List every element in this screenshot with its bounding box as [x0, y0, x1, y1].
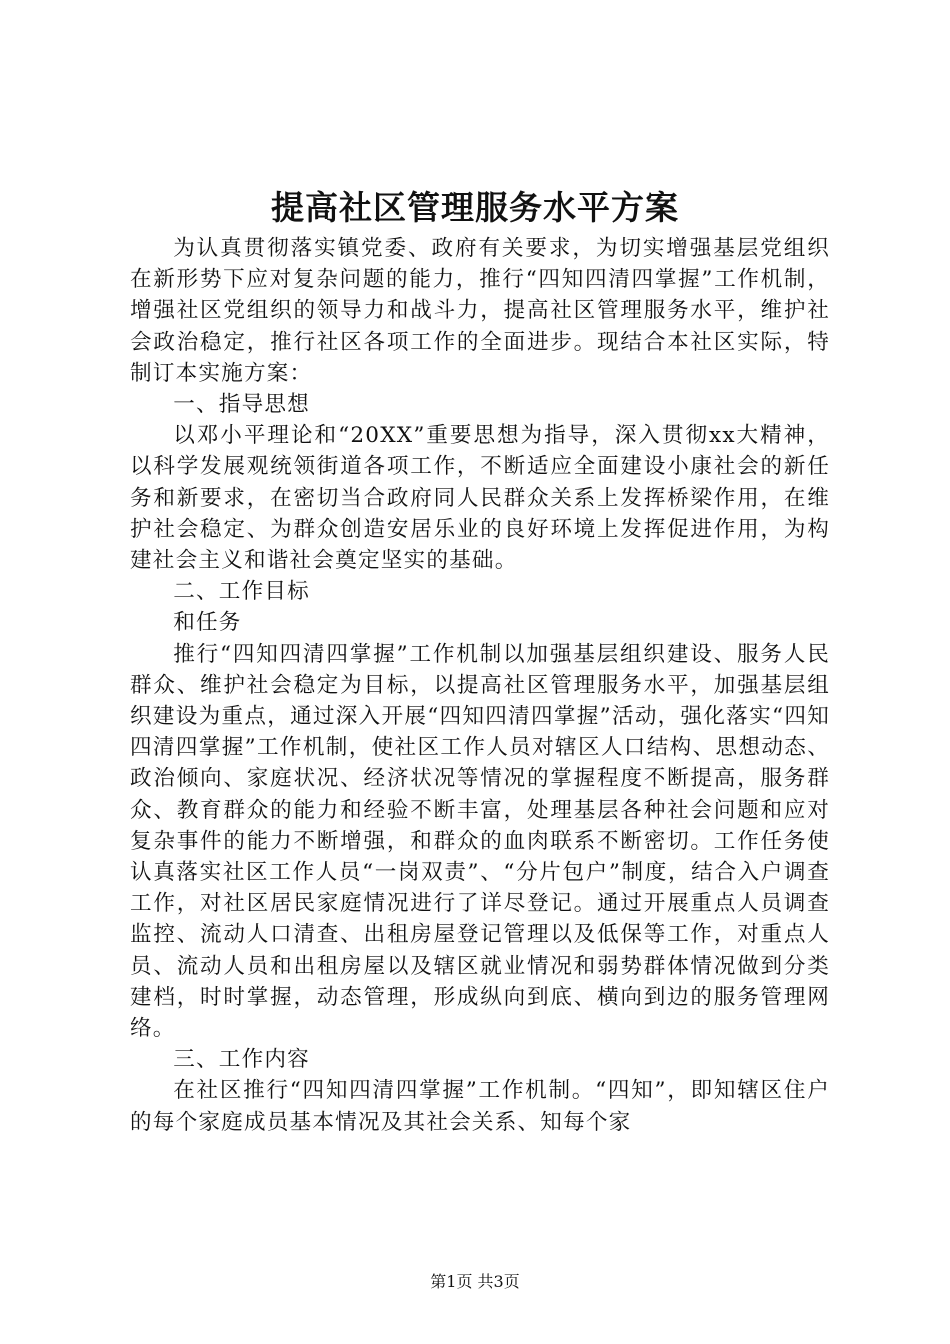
- paragraph-guiding-thought: 以邓小平理论和“20XX”重要思想为指导，深入贯彻xx大精神，以科学发展观统领街道各项工作，不断适应全面建设小康社会的新任务和新要求，在密切当合政府同人民群众关系上发挥桥梁作用，在维护社会稳定、为群众创造安居乐业的良好环境上发挥促进作用，为构建社会主义和谐社会奠定坚实的基础。: [130, 423, 830, 574]
- document-body: [130, 233, 830, 1138]
- section-heading-work-goals-continued: 和任务: [173, 610, 242, 636]
- document-title: 提高社区管理服务水平方案: [271, 188, 679, 227]
- paragraph-intro: 为认真贯彻落实镇党委、政府有关要求，为切实增强基层党组织在新形势下应对复杂问题的能力，推行“四知四清四掌握”工作机制，增强社区党组织的领导力和战斗力，提高社区管理服务水平，维护社会政治稳定，推行社区各项工作的全面进步。现结合本社区实际，特制订本实施方案：: [130, 236, 830, 386]
- page-number-footer: 第1页 共3页: [430, 1272, 520, 1291]
- section-heading-guiding-thought: 一、指导思想: [173, 392, 310, 418]
- section-heading-work-goals: 二、工作目标: [173, 579, 310, 605]
- paragraph-work-content: 在社区推行“四知四清四掌握”工作机制。“四知”，即知辖区住户的每个家庭成员基本情况及其社会关系、知每个家: [130, 1078, 830, 1135]
- section-heading-work-content: 三、工作内容: [173, 1047, 310, 1073]
- paragraph-work-goals: 推行“四知四清四掌握”工作机制以加强基层组织建设、服务人民群众、维护社会稳定为目标，以提高社区管理服务水平，加强基层组织建设为重点，通过深入开展“四知四清四掌握”活动，强化落实“四知四清四掌握”工作机制，使社区工作人员对辖区人口结构、思想动态、政治倾向、家庭状况、经济状况等情况的掌握程度不断提高，服务群众、教育群众的能力和经验不断丰富，处理基层各种社会问题和应对复杂事件的能力不断增强，和群众的血肉联系不断密切。工作任务使认真落实社区工作人员“一岗双责”、“分片包户”制度，结合入户调查工作，对社区居民家庭情况进行了详尽登记。通过开展重点人员调查监控、流动人口清查、出租房屋登记管理以及低保等工作，对重点人员、流动人员和出租房屋以及辖区就业情况和弱势群体情况做到分类建档，时时掌握，动态管理，形成纵向到底、横向到边的服务管理网络。: [130, 641, 830, 1042]
